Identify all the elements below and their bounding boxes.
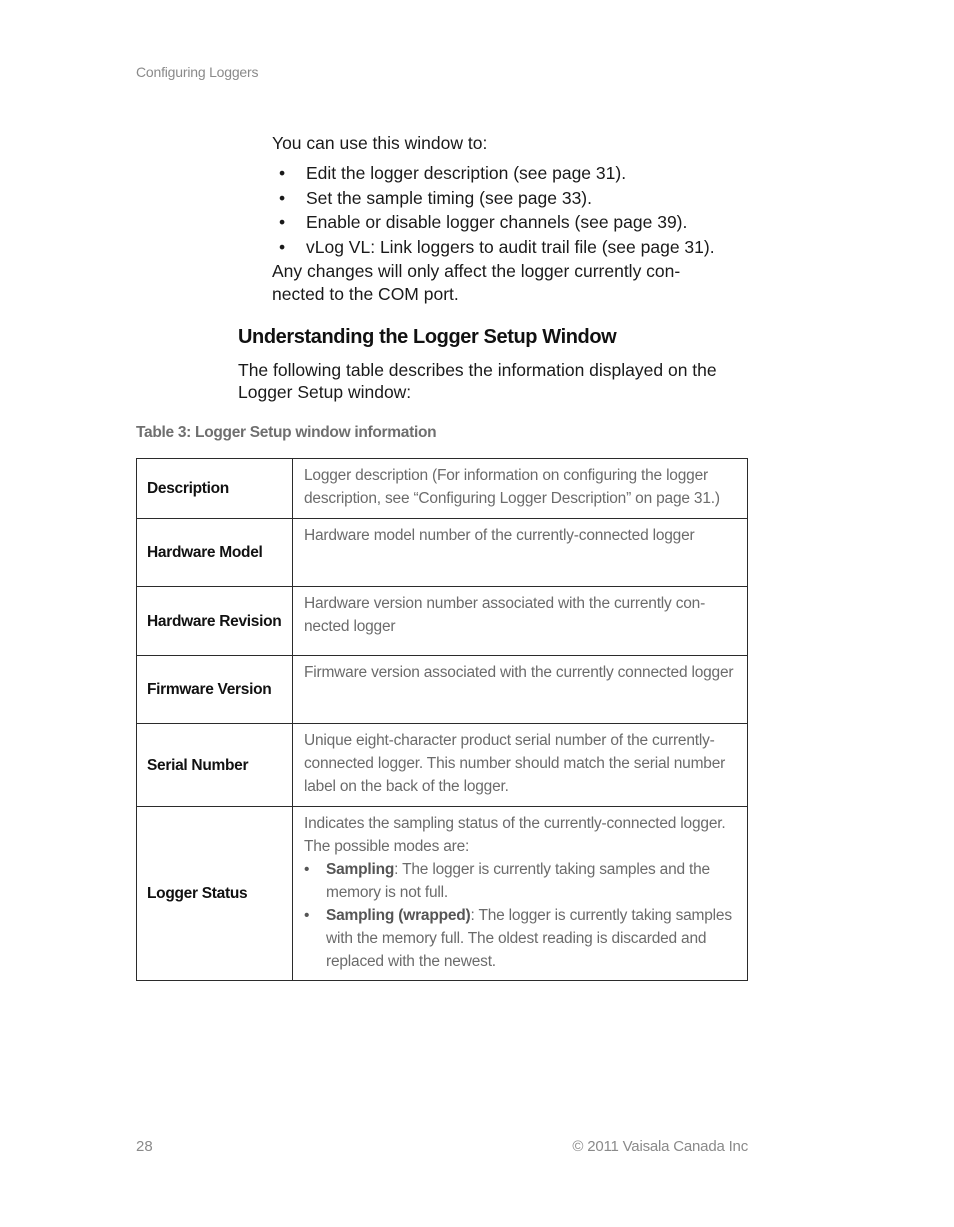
list-item [304,904,737,973]
row-description: Hardware version number associated with the currently con-nected logger [293,587,748,656]
status-intro: Indicates the sampling status of the currently-connected logger. The possible modes are: [304,815,726,855]
mode-text: : The logger is currently taking samples with the memory full. The oldest reading is discarded and replaced with the newest. [326,907,732,970]
list-item: • Edit the logger description (see page 31). [272,161,762,186]
bullet-icon: • [304,907,310,924]
list-item [304,858,737,904]
row-label: Hardware Model [137,519,293,587]
status-mode-list [304,858,737,973]
list-item: • vLog VL: Link loggers to audit trail file (see page 31). [272,235,762,260]
row-description: Unique eight-character product serial number of the currently-connected logger. This number should match the serial number label on the back of the logger. [293,724,748,807]
mode-name: Sampling (wrapped) [326,907,471,924]
page-number: 28 [136,1138,153,1155]
bullet-icon: • [279,212,286,233]
bullet-icon: • [304,861,310,878]
mode-text: : The logger is currently taking samples and the memory is not full. [326,861,710,901]
row-label: Description [137,459,293,519]
running-header: Configuring Loggers [136,64,259,80]
row-description [293,807,748,981]
row-description: Hardware model number of the currently-connected logger [293,519,748,587]
changes-note: Any changes will only affect the logger currently con- nected to the COM port. [272,260,681,304]
row-label: Hardware Revision [137,587,293,656]
row-label: Serial Number [137,724,293,807]
table-row [137,459,748,519]
row-label: Firmware Version [137,656,293,724]
bullet-icon: • [279,187,286,208]
mode-name: Sampling [326,861,395,878]
bullet-icon: • [279,237,286,258]
copyright-notice: © 2011 Vaisala Canada Inc [572,1138,748,1155]
table-row [137,587,748,656]
row-description: Logger description (For information on configuring the logger description, see “Configuring Logger Description” on page 31.) [293,459,748,519]
table-row [137,724,748,807]
intro-lead: You can use this window to: [272,133,488,153]
list-item: • Enable or disable logger channels (see page 39). [272,210,762,235]
list-item: • Set the sample timing (see page 33). [272,186,762,211]
table-row [137,807,748,981]
section-heading: Understanding the Logger Setup Window [238,326,617,348]
table-row [137,656,748,724]
bullet-icon: • [279,163,286,183]
intro-block [272,131,762,306]
table-caption: Table 3: Logger Setup window information [136,424,437,441]
logger-setup-info-table [136,458,748,981]
intro-bullet-list [272,161,762,260]
row-description: Firmware version associated with the currently connected logger [293,656,748,724]
table-row [137,519,748,587]
section-lead: The following table describes the information displayed on the Logger Setup window: [238,360,717,402]
row-label: Logger Status [137,807,293,981]
